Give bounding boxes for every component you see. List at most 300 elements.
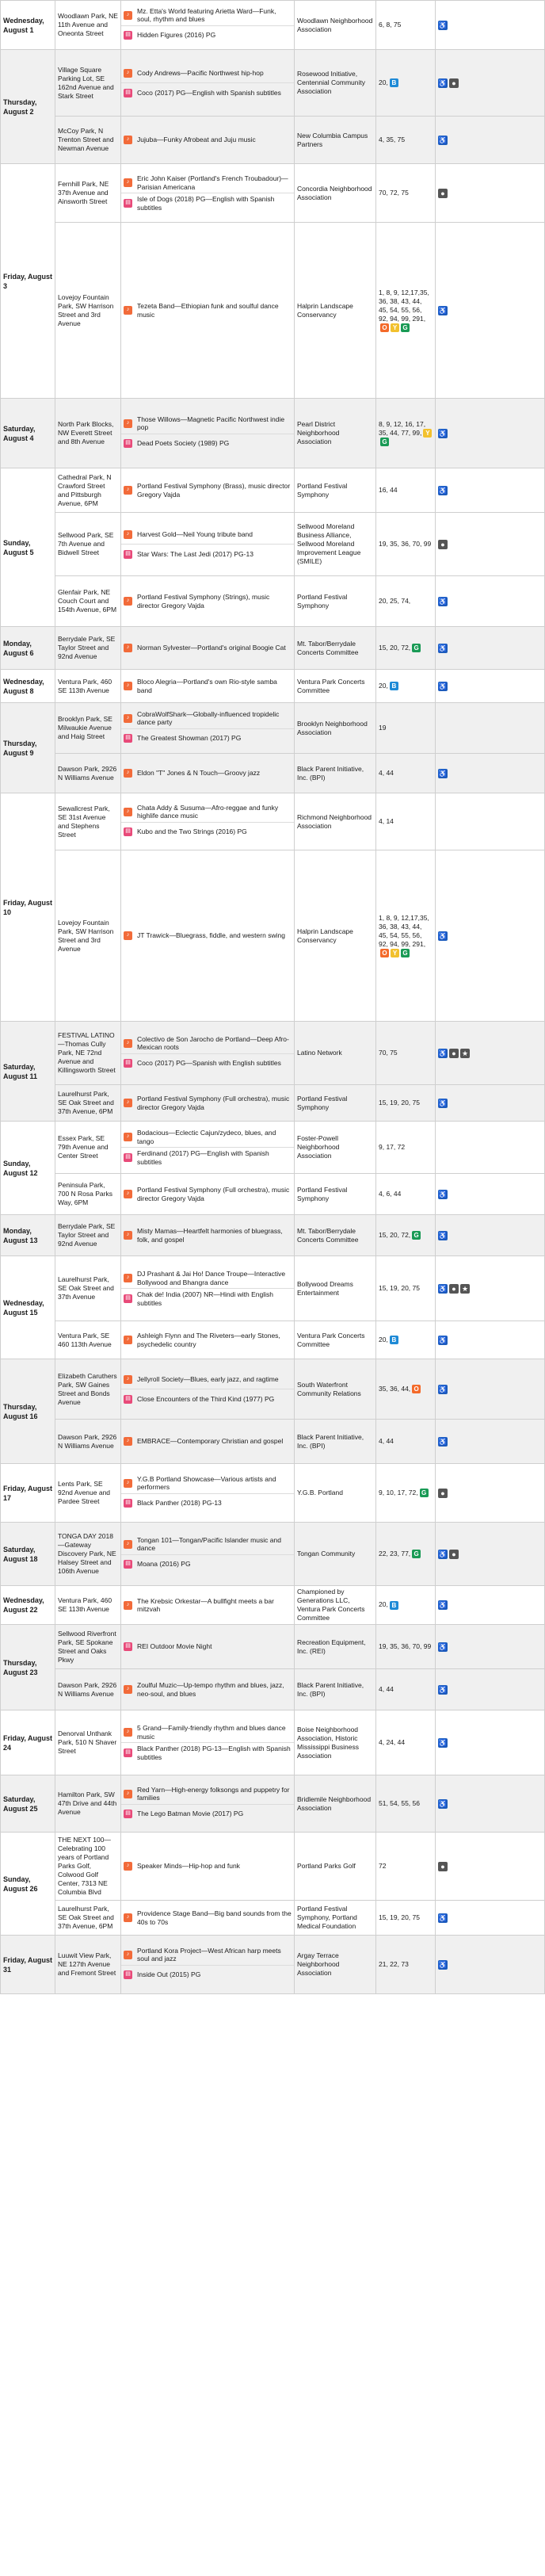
schedule-row [1,399,545,468]
event-list [121,1321,295,1359]
event-text: Ferdinand (2017) PG—English with Spanish subtitles [137,1149,269,1166]
wheelchair-icon: ♿ [438,1190,448,1198]
music-item [121,1184,294,1204]
event-text: Providence Stage Band—Big band sounds from the 40s to 70s [137,1909,292,1926]
bus-lines: 51, 54, 55, 56 [379,1799,420,1807]
music-item [121,676,294,696]
music-item [121,1945,294,1965]
wheelchair-icon: ♿ [438,1738,448,1747]
event-list [121,1420,295,1464]
event-list [121,576,295,627]
bus-lines: 4, 14 [379,817,394,825]
event-text: Hidden Figures (2016) PG [137,31,216,40]
bus-lines: 4, 35, 75 [379,136,406,143]
bus-routes [376,1085,436,1122]
event-list [121,1775,295,1833]
event-location: Laurelhurst Park, SE Oak Street and 37th Avenue, 6PM [55,1085,121,1122]
amenities [436,850,545,1022]
bus-routes [376,1321,436,1359]
event-text: DJ Prashant & Jai Ho! Dance Troupe—Interactive Bollywood and Bhangra dance [137,1270,286,1286]
amenities [436,793,545,850]
movie-icon [124,1395,132,1404]
transit-line-badge: O [380,323,389,332]
music-note-icon [124,1375,132,1384]
movie-item [121,1493,294,1513]
bus-routes [376,1215,436,1256]
music-item [121,1722,294,1742]
bus-routes [376,223,436,399]
schedule-row [1,117,545,164]
wheelchair-icon: ♿ [438,769,448,778]
amenities [436,1523,545,1586]
movie-icon [124,550,132,559]
amenities [436,1833,545,1901]
bus-lines: 6, 8, 75 [379,21,402,29]
schedule-row [1,703,545,754]
event-list [121,670,295,703]
bus-lines: 15, 19, 20, 75 [379,1284,420,1292]
event-location: Laurelhurst Park, SE Oak Street and 37th Avenue, 6PM [55,1901,121,1936]
bus-lines: 15, 19, 20, 75 [379,1099,420,1106]
amenities [436,1174,545,1215]
bus-routes [376,1022,436,1085]
bus-routes [376,117,436,164]
event-text: Bodacious—Eclectic Cajun/zydeco, blues, and tango [137,1129,276,1145]
event-list [121,117,295,164]
music-note-icon [124,1231,132,1240]
event-text: Harvest Gold—Neil Young tribute band [137,529,253,538]
music-note-icon [124,714,132,723]
event-text: Eldon "T" Jones & N Touch—Groovy jazz [137,769,261,778]
music-note-icon [124,808,132,816]
event-text: Inside Out (2015) PG [137,1970,201,1979]
event-text: Isle of Dogs (2018) PG—English with Spanish subtitles [137,195,275,212]
music-item [121,1473,294,1493]
wheelchair-icon: ♿ [438,1284,448,1293]
bus-lines: 4, 24, 44 [379,1738,406,1746]
event-sponsor: South Waterfront Community Relations [295,1359,376,1420]
event-text: Mz. Etta's World featuring Arietta Ward—Funk, soul, rhythm and blues [137,6,276,23]
amenities [436,1256,545,1321]
event-location: Lents Park, SE 92nd Avenue and Pardee Street [55,1464,121,1523]
music-note-icon [124,1540,132,1549]
schedule-row [1,1775,545,1833]
bus-routes [376,1122,436,1174]
schedule-row [1,1464,545,1523]
bus-routes [376,627,436,670]
wheelchair-icon: ♿ [438,1601,448,1609]
movie-icon [124,1153,132,1162]
amenities [436,1,545,50]
music-note-icon [124,1913,132,1922]
food-icon: ● [449,78,459,88]
schedule-row [1,1085,545,1122]
event-sponsor: Woodlawn Neighborhood Association [295,1,376,50]
event-location: Cathedral Park, N Crawford Street and Pittsburgh Avenue, 6PM [55,468,121,513]
event-sponsor: Black Parent Initiative, Inc. (BPI) [295,1420,376,1464]
amenities [436,627,545,670]
music-note-icon [124,136,132,144]
movie-item [121,1965,294,1985]
bus-lines: 70, 75 [379,1049,398,1057]
music-item [121,1127,294,1147]
event-list [121,1710,295,1775]
movie-item [121,1804,294,1824]
event-list [121,1464,295,1523]
bus-routes [376,1901,436,1936]
event-location: Elizabeth Caruthers Park, SW Gaines Street and Bonds Avenue [55,1359,121,1420]
event-location: Dawson Park, 2926 N Williams Avenue [55,1669,121,1710]
schedule-row [1,754,545,793]
event-text: Jujuba—Funky Afrobeat and Juju music [137,136,256,144]
schedule-row [1,1936,545,1994]
food-icon: ● [438,189,448,198]
amenities [436,754,545,793]
music-item [121,480,294,500]
bus-routes [376,670,436,703]
event-text: Misty Mamas—Heartfelt harmonies of bluegrass, folk, and gospel [137,1227,283,1244]
transit-line-badge: G [401,949,410,957]
event-location: Berrydale Park, SE Taylor Street and 92nd Avenue [55,1215,121,1256]
bus-lines: 21, 22, 73 [379,1960,409,1968]
event-sponsor: Portland Festival Symphony, Portland Medical Foundation [295,1901,376,1936]
transit-line-badge: O [412,1385,421,1393]
music-item [121,709,294,728]
event-sponsor: Portland Festival Symphony [295,1174,376,1215]
event-text: Cody Andrews—Pacific Northwest hip-hop [137,68,264,77]
schedule-row [1,670,545,703]
bus-lines: 9, 17, 72 [379,1143,406,1151]
schedule-row [1,1710,545,1775]
event-list [121,223,295,399]
event-text: Tongan 101—Tongan/Pacific Islander music and dance [137,1535,281,1552]
event-location: Sewallcrest Park, SE 31st Avenue and Stephens Street [55,793,121,850]
music-item [121,1535,294,1554]
bus-lines: 22, 23, 77, [379,1549,411,1557]
music-note-icon [124,1728,132,1737]
event-location: FESTIVAL LATINO—Thomas Cully Park, NE 72nd Avenue and Killingsworth Street [55,1022,121,1085]
event-list [121,703,295,754]
music-item [121,1225,294,1245]
transit-line-badge: O [380,949,389,957]
event-text: Portland Festival Symphony (Full orchestra), music director Gregory Vajda [137,1095,290,1111]
event-list [121,1,295,50]
event-date: Friday, August 31 [1,1936,55,1994]
amenities [436,1936,545,1994]
event-location: Luuwit View Park, NE 127th Avenue and Fremont Street [55,1936,121,1994]
schedule-row [1,513,545,576]
schedule-row [1,1,545,50]
wheelchair-icon: ♿ [438,644,448,652]
music-note-icon [124,1039,132,1048]
event-list [121,754,295,793]
music-note-icon [124,306,132,315]
music-note-icon [124,486,132,495]
amenities [436,1359,545,1420]
movie-icon [124,1970,132,1979]
music-item [121,6,294,25]
event-sponsor: Sellwood Moreland Business Alliance, Sellwood Moreland Improvement League (SMILE) [295,513,376,576]
event-location: Glenfair Park, NE Couch Court and 154th Avenue, 6PM [55,576,121,627]
transit-line-badge: B [390,78,398,87]
event-text: Red Yarn—High-energy folksongs and puppetry for families [137,1785,290,1802]
event-text: Norman Sylvester—Portland's original Boogie Cat [137,644,286,652]
bus-lines: 20, [379,681,388,690]
event-date: Saturday, August 25 [1,1775,55,1833]
event-text: CobraWolfShark—Globally-influenced tropidelic dance party [137,709,280,726]
event-location: Essex Park, SE 79th Avenue and Center Street [55,1122,121,1174]
movie-icon [124,734,132,743]
schedule-row [1,223,545,399]
music-item [121,63,294,82]
event-list [121,1669,295,1710]
amenities [436,1215,545,1256]
bus-lines: 70, 72, 75 [379,189,409,197]
schedule-row [1,1321,545,1359]
music-item [121,414,294,434]
bus-lines: 19, 35, 36, 70, 99 [379,1642,432,1650]
event-list [121,1625,295,1669]
event-list [121,1901,295,1936]
event-text: EMBRACE—Contemporary Christian and gospel [137,1437,284,1446]
event-sponsor: Mt. Tabor/Berrydale Concerts Committee [295,627,376,670]
bus-lines: 8, 9, 12, 16, 17, 35, 44, 77, 99, [379,419,426,437]
event-text: Close Encounters of the Third Kind (1977) PG [137,1394,275,1403]
event-location: North Park Blocks, NW Everett Street and 8th Avenue [55,399,121,468]
event-sponsor: Latino Network [295,1022,376,1085]
bus-routes [376,850,436,1022]
event-text: JT Trawick—Bluegrass, fiddle, and western swing [137,931,285,940]
event-date: Friday, August 24 [1,1710,55,1775]
movie-item [121,1742,294,1763]
event-text: Coco (2017) PG—English with Spanish subtitles [137,88,281,97]
event-location: Dawson Park, 2926 N Williams Avenue [55,1420,121,1464]
wheelchair-icon: ♿ [438,1550,448,1558]
music-item [121,1432,294,1451]
event-sponsor: Championed by Generations LLC, Ventura Park Concerts Committee [295,1586,376,1625]
music-item [121,1034,294,1053]
event-text: Portland Festival Symphony (Strings), music director Gregory Vajda [137,593,270,610]
music-note-icon [124,1437,132,1446]
music-item [121,131,294,150]
bus-lines: 15, 19, 20, 75 [379,1913,420,1921]
event-location: Dawson Park, 2926 N Williams Avenue [55,754,121,793]
event-list [121,1586,295,1625]
music-item [121,1370,294,1389]
transit-line-badge: B [390,1336,398,1344]
bus-routes [376,468,436,513]
music-note-icon [124,1479,132,1488]
bus-routes [376,793,436,850]
music-note-icon [124,1274,132,1282]
event-text: Speaker Minds—Hip-hop and funk [137,1862,240,1871]
bus-routes [376,1174,436,1215]
event-date: Wednesday, August 15 [1,1256,55,1359]
movie-icon [124,827,132,836]
amenities [436,1625,545,1669]
bus-routes [376,1775,436,1833]
music-item [121,1596,294,1615]
event-location: Ventura Park, SE 460 113th Avenue [55,1321,121,1359]
amenities [436,1710,545,1775]
event-date: Thursday, August 2 [1,50,55,164]
amenities [436,513,545,576]
event-location: Peninsula Park, 700 N Rosa Parks Way, 6PM [55,1174,121,1215]
amenities [436,670,545,703]
bus-routes [376,1586,436,1625]
event-location: Denorval Unthank Park, 510 N Shaver Street [55,1710,121,1775]
movie-icon [124,1560,132,1569]
event-list [121,1085,295,1122]
amenities [436,223,545,399]
event-sponsor: Portland Festival Symphony [295,468,376,513]
bus-routes [376,1625,436,1669]
event-text: Ashleigh Flynn and The Riveters—early Stones, psychedelic country [137,1332,280,1348]
wheelchair-icon: ♿ [438,931,448,940]
amenities [436,468,545,513]
event-text: The Krebsic Orkestar—A bullfight meets a bar mitzvah [137,1596,274,1613]
schedule-row [1,1174,545,1215]
event-sponsor: Ventura Park Concerts Committee [295,670,376,703]
amenities [436,1122,545,1174]
event-location: Ventura Park, 460 SE 113th Avenue [55,670,121,703]
transit-line-badge: B [390,682,398,690]
event-list [121,1523,295,1586]
bus-routes [376,399,436,468]
transit-line-badge: B [390,1601,398,1610]
movie-item [121,193,294,213]
movie-icon [124,1499,132,1508]
movie-icon [124,199,132,208]
amenities [436,576,545,627]
music-item [121,173,294,193]
bus-lines: 4, 44 [379,1685,394,1693]
transit-line-badge: G [401,323,410,332]
wheelchair-icon: ♿ [438,1799,448,1808]
transit-line-badge: G [412,644,421,652]
event-sponsor: Mt. Tabor/Berrydale Concerts Committee [295,1215,376,1256]
movie-icon [124,1059,132,1068]
music-note-icon [124,1685,132,1694]
event-sponsor: Tongan Community [295,1523,376,1586]
amenities [436,1420,545,1464]
event-date: Sunday, August 5 [1,468,55,627]
amenities [436,164,545,223]
event-location: Brooklyn Park, SE Milwaukie Avenue and Haig Street [55,703,121,754]
event-list [121,1833,295,1901]
schedule-row [1,1122,545,1174]
event-date: Friday, August 3 [1,164,55,399]
music-note-icon [124,1133,132,1141]
bus-routes [376,1936,436,1994]
event-list [121,164,295,223]
music-item [121,1908,294,1928]
music-item [121,525,294,544]
amenities [436,1669,545,1710]
bus-lines: 20, [379,1600,388,1609]
event-date: Friday, August 10 [1,793,55,1022]
event-location: THE NEXT 100—Celebrating 100 years of Portland Parks Golf, Colwood Golf Center, 7313 NE Columbia Blvd [55,1833,121,1901]
event-text: Star Wars: The Last Jedi (2017) PG-13 [137,549,253,558]
music-note-icon [124,597,132,606]
amenities [436,1321,545,1359]
bus-routes [376,576,436,627]
event-text: Chak de! India (2007) NR—Hindi with English subtitles [137,1290,273,1307]
music-note-icon [124,1601,132,1610]
event-text: Coco (2017) PG—Spanish with English subtitles [137,1059,281,1068]
amenities [436,703,545,754]
schedule-row [1,1215,545,1256]
event-list [121,793,295,850]
food-icon: ● [438,1489,448,1498]
event-date: Sunday, August 26 [1,1833,55,1936]
bus-lines: 1, 8, 9, 12,17,35, 36, 38, 43, 44, 45, 54, 55, 56, 92, 94, 99, 291, [379,913,429,948]
event-list [121,50,295,117]
event-location: Sellwood Park, SE 7th Avenue and Bidwell Street [55,513,121,576]
event-location: Ventura Park, 460 SE 113th Avenue [55,1586,121,1625]
bus-lines: 15, 20, 72, [379,1230,411,1239]
event-location: Hamilton Park, SW 47th Drive and 44th Avenue [55,1775,121,1833]
schedule-row [1,576,545,627]
event-list [121,1022,295,1085]
movie-item [121,728,294,748]
event-date: Thursday, August 23 [1,1625,55,1710]
bus-routes [376,1833,436,1901]
bus-lines: 9, 10, 17, 72, [379,1488,418,1496]
movie-icon [124,1749,132,1757]
wheelchair-icon: ♿ [438,1437,448,1446]
food-icon: ● [449,1284,459,1294]
bus-lines: 19, 35, 36, 70, 99 [379,540,432,548]
schedule-row [1,850,545,1022]
event-text: Y.G.B Portland Showcase—Various artists and performers [137,1474,276,1491]
bus-routes [376,1256,436,1321]
wheelchair-icon: ♿ [438,1642,448,1651]
event-date: Wednesday, August 1 [1,1,55,50]
music-item [121,927,294,946]
event-list [121,1936,295,1994]
food-icon: ● [449,1550,459,1559]
amenities [436,1901,545,1936]
event-list [121,468,295,513]
event-date: Thursday, August 9 [1,703,55,793]
event-text: 5 Grand—Family-friendly rhythm and blues dance music [137,1724,286,1741]
transit-line-badge: G [412,1231,421,1240]
event-text: REI Outdoor Movie Night [137,1642,212,1651]
event-list [121,1215,295,1256]
amenities [436,117,545,164]
amenities [436,50,545,117]
movie-icon [124,439,132,448]
event-text: Black Panther (2018) PG-13—English with Spanish subtitles [137,1745,291,1761]
movie-item [121,25,294,45]
event-text: Those Willows—Magnetic Pacific Northwest indie pop [137,415,285,431]
movie-item [121,82,294,102]
bus-routes [376,513,436,576]
event-sponsor: Black Parent Initiative, Inc. (BPI) [295,1669,376,1710]
transit-line-badge: G [420,1489,429,1497]
event-date: Saturday, August 11 [1,1022,55,1122]
event-text: Dead Poets Society (1989) PG [137,439,230,448]
music-item [121,1857,294,1876]
bus-lines: 20, [379,78,388,86]
star-icon: ★ [461,1284,469,1293]
event-text: Tezeta Band—Ethiopian funk and soulful dance music [137,302,279,319]
event-sponsor: Portland Festival Symphony [295,1085,376,1122]
event-sponsor: Concordia Neighborhood Association [295,164,376,223]
event-list [121,850,295,1022]
schedule-body [1,1,545,1994]
